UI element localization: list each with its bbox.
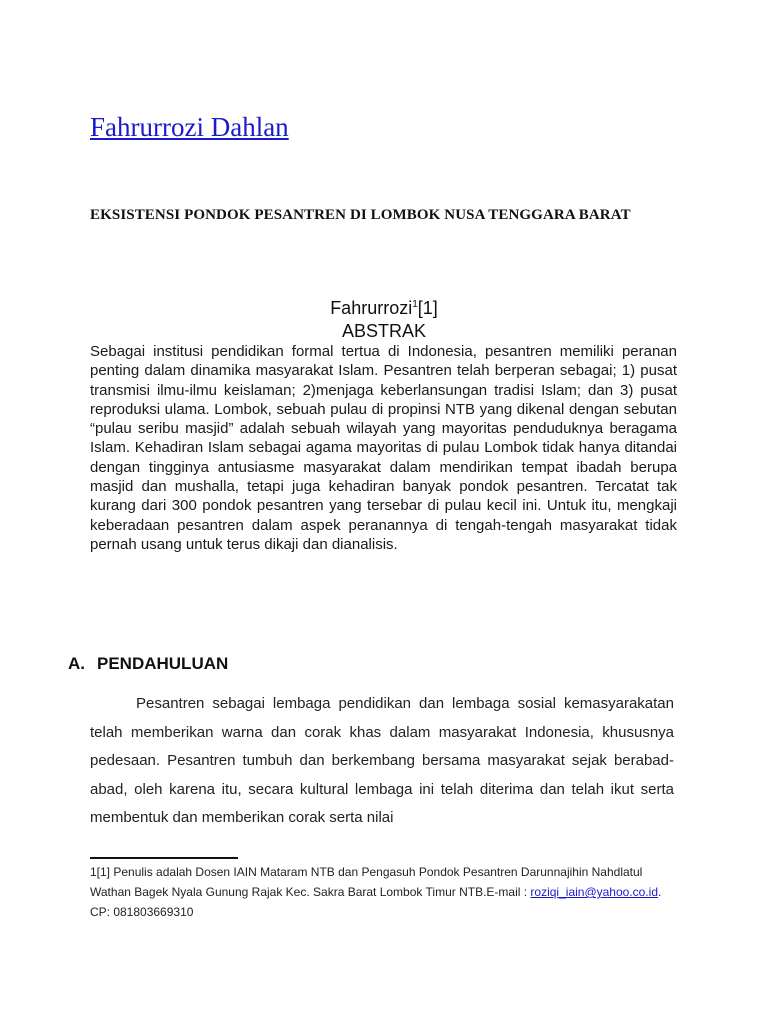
section-paragraph bbox=[90, 690, 674, 833]
byline-superscript: 1 bbox=[412, 299, 418, 310]
section-heading bbox=[68, 653, 228, 675]
footnote-phone: . CP: 081803669310 bbox=[90, 885, 662, 919]
byline-name: Fahrurrozi bbox=[330, 298, 413, 318]
author-link[interactable]: Fahrurrozi Dahlan bbox=[90, 112, 289, 142]
footnote-text: Penulis adalah Dosen IAIN Mataram NTB dan Pengasuh Pondok Pesantren Darunnajihin Nahdlatul Wathan Bagek Nyala Gunung Rajak Kec. Sakra Barat Lombok Timur NTB.E-mail : bbox=[90, 865, 643, 899]
footnote-ref[interactable]: 1[1] bbox=[90, 865, 111, 879]
abstract-body: Sebagai institusi pendidikan formal tertua di Indonesia, pesantren memiliki peranan penting dalam dinamika masyarakat Islam. Pesantren telah berperan sebagai; 1) pusat transmisi ilmu-ilmu keislaman; 2)menjaga keberlansungan tradisi Islam; dan 3) pusat reproduksi ulama. Lombok, sebuah pulau di propinsi NTB yang dikenal dengan sebutan “pulau seribu masjid” adalah sebuah wilayah yang mayoritas penduduknya beragama Islam. Kehadiran Islam sebagai agama mayoritas di pulau Lombok tidak hanya ditandai dengan tingginya antusiasme masyarakat dalam mendirikan tempat ibadah berupa masjid dan mushalla, tetapi juga kehadiran banyak pondok pesantren. Tercatat tak kurang dari 300 pondok pesantren yang tersebar di pulau kecil ini. Untuk itu, mengkaji keberadaan pesantren dalam aspek peranannya di tengah-tengah masyarakat tidak pernah usang untuk terus dikaji dan dianalisis. bbox=[90, 343, 677, 553]
section-title: PENDAHULUAN bbox=[97, 654, 229, 673]
section-body-text: Pesantren sebagai lembaga pendidikan dan lembaga sosial kemasyarakatan telah memberikan warna dan corak khas dalam masyarakat Indonesia, khususnya pedesaan. Pesantren tumbuh dan berkembang bersama masyarakat sejak berabad-abad, oleh karena itu, secara kultural lembaga ini telah diterima dan telah ikut serta membentuk dan memberikan corak serta nilai bbox=[90, 695, 674, 826]
section-number: A. bbox=[68, 654, 85, 673]
footnote-divider bbox=[90, 857, 238, 859]
abstract-heading: ABSTRAK bbox=[341, 321, 427, 341]
footnote-email-link[interactable]: roziqi_iain@yahoo.co.id bbox=[530, 885, 659, 899]
document-title: EKSISTENSI PONDOK PESANTREN DI LOMBOK NUSA TENGGARA BARAT bbox=[90, 207, 631, 223]
byline-footnote-ref[interactable]: [1] bbox=[417, 298, 438, 318]
byline bbox=[0, 297, 768, 319]
footnote bbox=[90, 862, 680, 922]
